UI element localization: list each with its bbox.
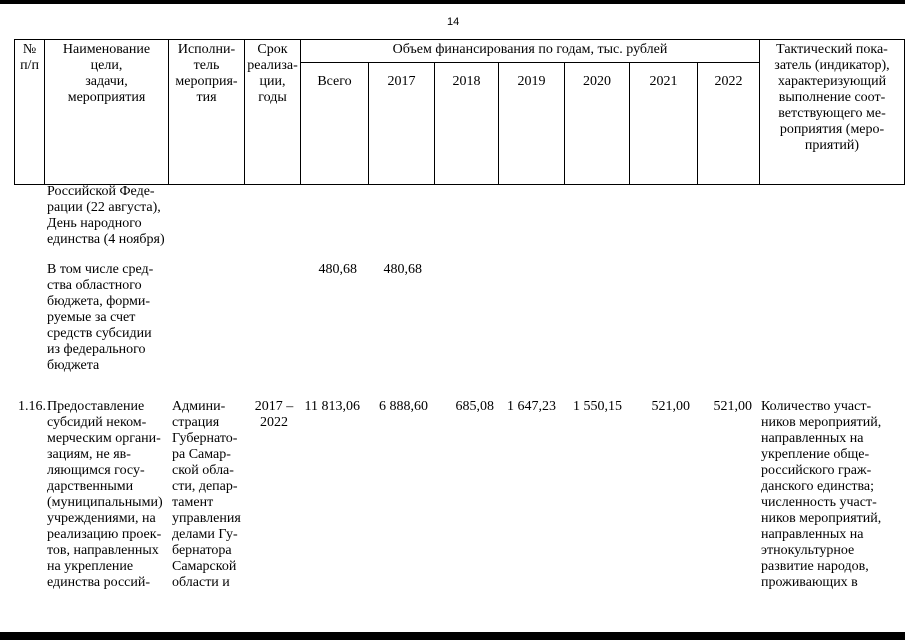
row-116-total: 11 813,06 (304, 399, 360, 414)
header-indicator: Тактический пока- затель (индикатор), характеризующий выполнение соот- ветствующего ме- роприятия (меро- приятий) (760, 40, 905, 185)
continuation-name: Российской Феде- рации (22 августа), День народного единства (4 ноября) (47, 184, 165, 247)
row-116-num: 1.16. (18, 399, 46, 414)
header-year-2021: 2021 (630, 63, 698, 185)
header-funding: Объем финансирования по годам, тыс. рублей (301, 40, 760, 63)
header-year-2019: 2019 (499, 63, 565, 185)
row-116-2021: 521,00 (651, 399, 690, 414)
header-year-2022: 2022 (698, 63, 760, 185)
header-year-total: Всего (301, 63, 369, 185)
page-number: 14 (447, 16, 460, 28)
header-num: № п/п (15, 40, 45, 185)
row-116-2020: 1 550,15 (573, 399, 622, 414)
header-year-2018: 2018 (435, 63, 499, 185)
row-116-2018: 685,08 (455, 399, 494, 414)
row-116-2019: 1 647,23 (507, 399, 556, 414)
table-header (14, 39, 905, 185)
subrow-total: 480,68 (318, 262, 357, 277)
row-116-term: 2017 – 2022 (254, 399, 294, 430)
header-name: Наименование цели, задачи, мероприятия (45, 40, 169, 185)
bottom-border (0, 632, 905, 640)
header-executor: Исполни- тель мероприя- тия (169, 40, 245, 185)
header-year-2020: 2020 (565, 63, 630, 185)
row-116-2017: 6 888,60 (379, 399, 428, 414)
header-year-2017: 2017 (369, 63, 435, 185)
row-116-2022: 521,00 (713, 399, 752, 414)
top-border (0, 0, 905, 4)
header-term: Срок реализа- ции, годы (245, 40, 301, 185)
row-116-executor: Админи- страция Губернато- ра Самар- ской обла- сти, депар- тамент управления делами Гу- бернатора Самарской области и (172, 399, 241, 590)
row-116-indicator: Количество участ- ников мероприятий, направленных на укрепление обще- российского граж- данского единства; численность участ- ников мероприятий, направленных на этнокультурное развитие народов, проживающих в (761, 399, 882, 590)
subrow-2017: 480,68 (383, 262, 422, 277)
row-116-name: Предоставление субсидий неком- мерческим органи- зациям, не яв- ляющимся госу- дарственными (муниципальными) учреждениями, на реализацию проек- тов, направленных на укрепление единства россий- (47, 399, 163, 590)
subrow-name: В том числе сред- ства областного бюджета, форми- руемые за счет средств субсидии из федерального бюджета (47, 262, 154, 373)
